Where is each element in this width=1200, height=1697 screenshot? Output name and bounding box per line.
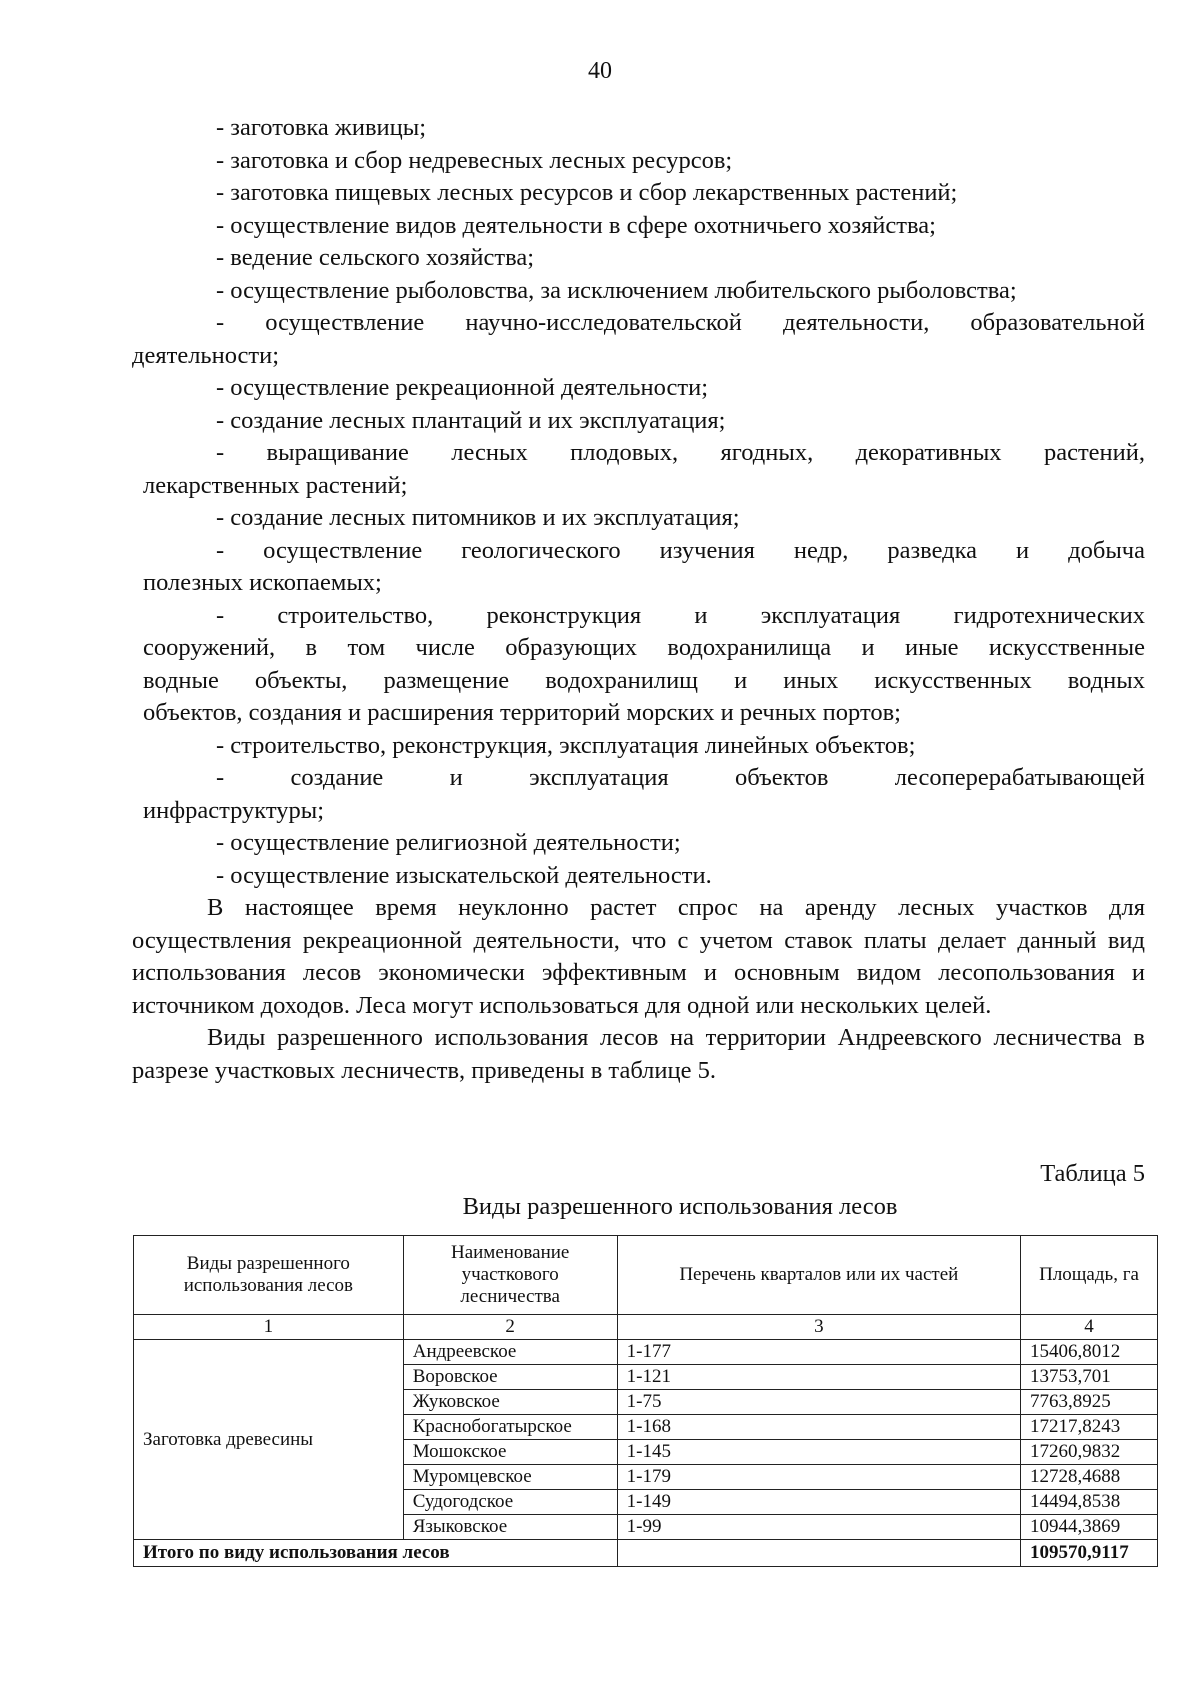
area: 17260,9832 (1021, 1440, 1158, 1465)
list-item (143, 437, 1145, 502)
list-item (143, 535, 1145, 600)
list-item-line: - строительство, реконструкция и эксплуатация гидротехнических (216, 601, 1145, 629)
page-number: 40 (588, 58, 612, 84)
list-item: - осуществление видов деятельности в сфере охотничьего хозяйства; (216, 211, 936, 239)
column-number: 3 (617, 1315, 1020, 1340)
list-item: - осуществление изыскательской деятельности. (216, 861, 712, 889)
list-item-line: инфраструктуры; (143, 796, 325, 824)
quarters: 1-75 (617, 1390, 1020, 1415)
paragraph: В настоящее время неуклонно растет спрос на аренду лесных участков для осуществления рекреационной деятельности, что с учетом ставок платы делает данный вид использования лесов экономически эффективным и основным видом лесопользования и источником доходов. Леса могут использоваться для одной или нескольких целей. (132, 894, 1145, 1019)
quarters: 1-179 (617, 1465, 1020, 1490)
column-number: 2 (403, 1315, 617, 1340)
table-total-row (134, 1540, 1158, 1567)
area: 13753,701 (1021, 1365, 1158, 1390)
quarters: 1-149 (617, 1490, 1020, 1515)
table-header-row (134, 1236, 1158, 1315)
area: 12728,4688 (1021, 1465, 1158, 1490)
forestry-name: Муромцевское (403, 1465, 617, 1490)
list-item: - создание лесных питомников и их эксплуатация; (216, 504, 740, 531)
forestry-name: Краснобогатырское (403, 1415, 617, 1440)
table-label: Таблица 5 (1040, 1160, 1145, 1187)
list-item-line: лекарственных растений; (143, 471, 408, 499)
area: 10944,3869 (1021, 1515, 1158, 1540)
list-item-line: - осуществление научно-исследовательской деятельности, образовательной (216, 309, 1145, 336)
area: 7763,8925 (1021, 1390, 1158, 1415)
list-item-line: объектов, создания и расширения территорий морских и речных портов; (143, 699, 901, 726)
quarters: 1-99 (617, 1515, 1020, 1540)
list-item (143, 762, 1145, 827)
list-item-line: деятельности; (132, 341, 280, 369)
list-item: - заготовка пищевых лесных ресурсов и сбор лекарственных растений; (216, 179, 958, 206)
column-header: Наименование участкового лесничества (403, 1236, 617, 1315)
list-item-line: полезных ископаемых; (143, 569, 382, 596)
quarters: 1-145 (617, 1440, 1020, 1465)
total-area: 109570,9117 (1021, 1540, 1158, 1567)
forestry-name: Языковское (403, 1515, 617, 1540)
quarters: 1-168 (617, 1415, 1020, 1440)
column-number: 1 (134, 1315, 404, 1340)
list-item-line: водные объекты, размещение водохранилищ и иных искусственных водных (143, 666, 1145, 694)
document-body (132, 112, 1145, 1087)
list-item-line: сооружений, в том числе образующих водохранилища и иные искусственные (143, 634, 1145, 661)
table-row (134, 1340, 1158, 1365)
forestry-name: Воровское (403, 1365, 617, 1390)
list-item (143, 600, 1145, 730)
forest-use-table (133, 1235, 1158, 1567)
list-item: - заготовка живицы; (216, 114, 427, 141)
column-number-row (134, 1315, 1158, 1340)
list-item: - осуществление религиозной деятельности; (216, 829, 681, 856)
area: 15406,8012 (1021, 1340, 1158, 1365)
quarters: 1-177 (617, 1340, 1020, 1365)
forestry-name: Андреевское (403, 1340, 617, 1365)
area: 17217,8243 (1021, 1415, 1158, 1440)
column-header: Площадь, га (1021, 1236, 1158, 1315)
forestry-name: Судогодское (403, 1490, 617, 1515)
list-item-line: - создание и эксплуатация объектов лесоперерабатывающей (216, 764, 1145, 791)
list-item: - ведение сельского хозяйства; (216, 244, 534, 271)
forestry-name: Мошокское (403, 1440, 617, 1465)
quarters: 1-121 (617, 1365, 1020, 1390)
list-item (132, 307, 1145, 372)
list-item: - осуществление рыболовства, за исключением любительского рыболовства; (216, 276, 1017, 304)
column-header: Перечень кварталов или их частей (617, 1236, 1020, 1315)
area: 14494,8538 (1021, 1490, 1158, 1515)
list-item-line: - осуществление геологического изучения недр, разведка и добыча (216, 536, 1145, 564)
list-item: - создание лесных плантаций и их эксплуатация; (216, 406, 726, 434)
total-quarters (617, 1540, 1020, 1567)
forestry-name: Жуковское (403, 1390, 617, 1415)
column-number: 4 (1021, 1315, 1158, 1340)
paragraph: Виды разрешенного использования лесов на территории Андреевского лесничества в разрезе участковых лесничеств, приведены в таблице 5. (132, 1024, 1145, 1084)
column-header: Виды разрешенного использования лесов (134, 1236, 404, 1315)
total-label: Итого по виду использования лесов (134, 1540, 618, 1567)
list-item: - заготовка и сбор недревесных лесных ресурсов; (216, 146, 733, 174)
list-item: - строительство, реконструкция, эксплуатация линейных объектов; (216, 731, 916, 759)
list-item-line: - выращивание лесных плодовых, ягодных, декоративных растений, (216, 439, 1145, 466)
table-title: Виды разрешенного использования лесов (462, 1193, 898, 1220)
use-type-cell: Заготовка древесины (134, 1340, 404, 1540)
list-item: - осуществление рекреационной деятельности; (216, 374, 709, 401)
